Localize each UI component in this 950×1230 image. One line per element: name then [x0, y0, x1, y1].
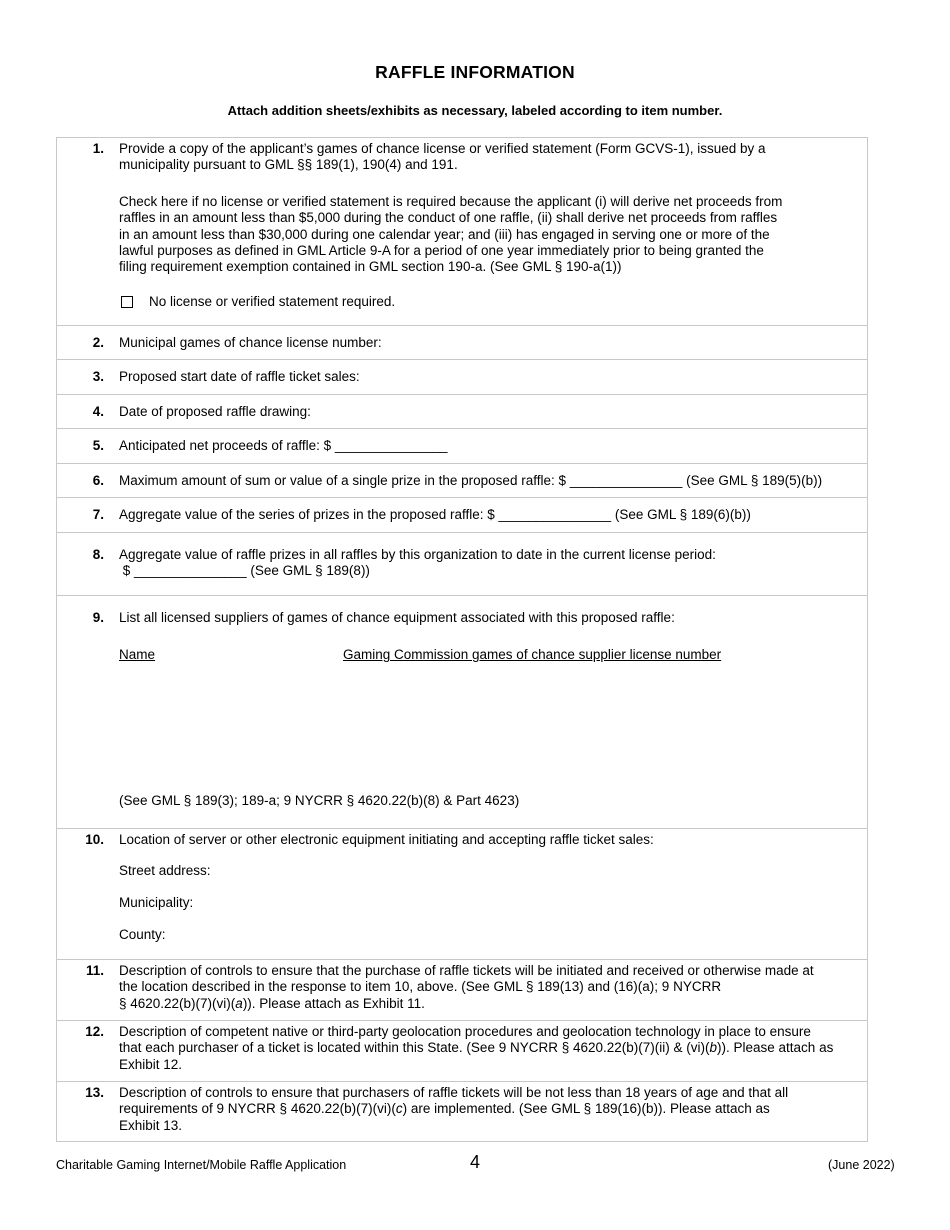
item-number: 13.: [85, 1085, 104, 1100]
item-text: Description of competent native or third-party geolocation procedures and geolocation technology in place to ensure: [119, 1024, 811, 1039]
item-text: the location described in the response to item 10, above. (See GML § 189(13) and (16)(a); 9 NYCRR: [119, 979, 722, 995]
item-13: [57, 1081, 867, 1141]
page-subtitle: Attach addition sheets/exhibits as necessary, labeled according to item number.: [227, 103, 723, 118]
exemption-text: filing requirement exemption contained in GML section 190-a. (See GML § 190-a(1)): [119, 259, 622, 275]
item-number: 2.: [92, 335, 104, 350]
item-number: 1.: [92, 141, 104, 156]
item-text: $ _______________ (See GML § 189(8)): [119, 563, 370, 579]
item-text: that each purchaser of a ticket is located within this State. (See 9 NYCRR § 4620.22(b)(7)(ii) & (vi)(b)). Please attach as: [119, 1040, 834, 1056]
no-license-checkbox[interactable]: [121, 296, 133, 308]
item-2: [57, 325, 867, 359]
exemption-text: raffles in an amount less than $5,000 during the conduct of one raffle, (ii) shall derive net proceeds from raffles: [119, 210, 778, 226]
item-7: [57, 497, 867, 532]
raffle-information-form: [56, 137, 868, 1142]
item-number: 11.: [85, 963, 104, 978]
item-8: [57, 532, 867, 595]
item-text: Location of server or other electronic equipment initiating and accepting raffle ticket sales:: [119, 832, 654, 847]
item-text: municipality pursuant to GML §§ 189(1), 190(4) and 191.: [119, 157, 458, 173]
item-11: [57, 959, 867, 1020]
supplier-table-header: [119, 647, 859, 663]
item-text: Exhibit 12.: [119, 1056, 183, 1072]
item-number: 5.: [92, 438, 104, 453]
item-9: [57, 595, 867, 828]
item-text: Date of proposed raffle drawing:: [119, 404, 311, 419]
item-number: 8.: [92, 547, 104, 562]
item-1: [57, 138, 867, 325]
item-number: 6.: [92, 473, 104, 488]
item-number: 7.: [92, 507, 104, 522]
item-text: requirements of 9 NYCRR § 4620.22(b)(7)(vi)(c) are implemented. (See GML § 189(16)(b)). Please attach as: [119, 1101, 770, 1117]
page-title: RAFFLE INFORMATION: [375, 62, 575, 82]
no-license-checkbox-label: No license or verified statement required.: [149, 293, 396, 309]
item-text: Provide a copy of the applicant’s games of chance license or verified statement (Form GCVS-1), issued by a: [119, 141, 766, 156]
item-text: Description of controls to ensure that purchasers of raffle tickets will be not less than 18 years of age and that all: [119, 1085, 789, 1100]
item-5: [57, 428, 867, 463]
item-12: [57, 1020, 867, 1081]
exemption-text: lawful purposes as defined in GML Article 9-A for a period of one year immediately prior to being granted the: [119, 243, 764, 259]
item-text: Exhibit 13.: [119, 1117, 183, 1133]
item-number: 12.: [85, 1024, 104, 1039]
item-text: Aggregate value of raffle prizes in all raffles by this organization to date in the current license period:: [119, 547, 716, 562]
county-label: County:: [119, 927, 166, 943]
exemption-text: in an amount less than $30,000 during one calendar year; and (iii) has engaged in serving one or more of the: [119, 226, 770, 242]
item-number: 10.: [85, 832, 104, 847]
item-number: 3.: [92, 369, 104, 384]
item-reference: (See GML § 189(3); 189-a; 9 NYCRR § 4620.22(b)(8) & Part 4623): [119, 793, 520, 808]
municipality-label: Municipality:: [119, 895, 194, 911]
street-address-label: Street address:: [119, 863, 211, 879]
item-text: § 4620.22(b)(7)(vi)(a)). Please attach as Exhibit 11.: [119, 995, 425, 1011]
item-text: Proposed start date of raffle ticket sales:: [119, 369, 360, 384]
column-name-header: Name: [119, 647, 156, 663]
exemption-text: Check here if no license or verified statement is required because the applicant (i) will derive net proceeds from: [119, 193, 783, 209]
item-3: [57, 359, 867, 394]
item-text: Municipal games of chance license number:: [119, 335, 382, 350]
item-number: 4.: [92, 404, 104, 419]
page-number: 4: [469, 1152, 480, 1172]
item-6: [57, 463, 867, 497]
item-text: Aggregate value of the series of prizes in the proposed raffle: $ _______________ (See GML § 189(6)(b)): [119, 507, 751, 522]
item-text: List all licensed suppliers of games of chance equipment associated with this proposed raffle:: [119, 610, 675, 625]
footer-form-title: Charitable Gaming Internet/Mobile Raffle Application: [56, 1158, 347, 1172]
item-4: [57, 394, 867, 428]
item-text: Description of controls to ensure that the purchase of raffle tickets will be initiated and received or otherwise made at: [119, 963, 814, 978]
item-text: Maximum amount of sum or value of a single prize in the proposed raffle: $ _______________ (See GML § 189(5)(b)): [119, 473, 823, 488]
column-license-header: Gaming Commission games of chance supplier license number: [343, 647, 722, 663]
no-license-checkbox-row[interactable]: [119, 294, 859, 310]
item-10: [57, 828, 867, 959]
item-text: Anticipated net proceeds of raffle: $ _______________: [119, 438, 448, 453]
item-number: 9.: [92, 610, 104, 625]
footer-revision-date: (June 2022): [828, 1158, 895, 1172]
